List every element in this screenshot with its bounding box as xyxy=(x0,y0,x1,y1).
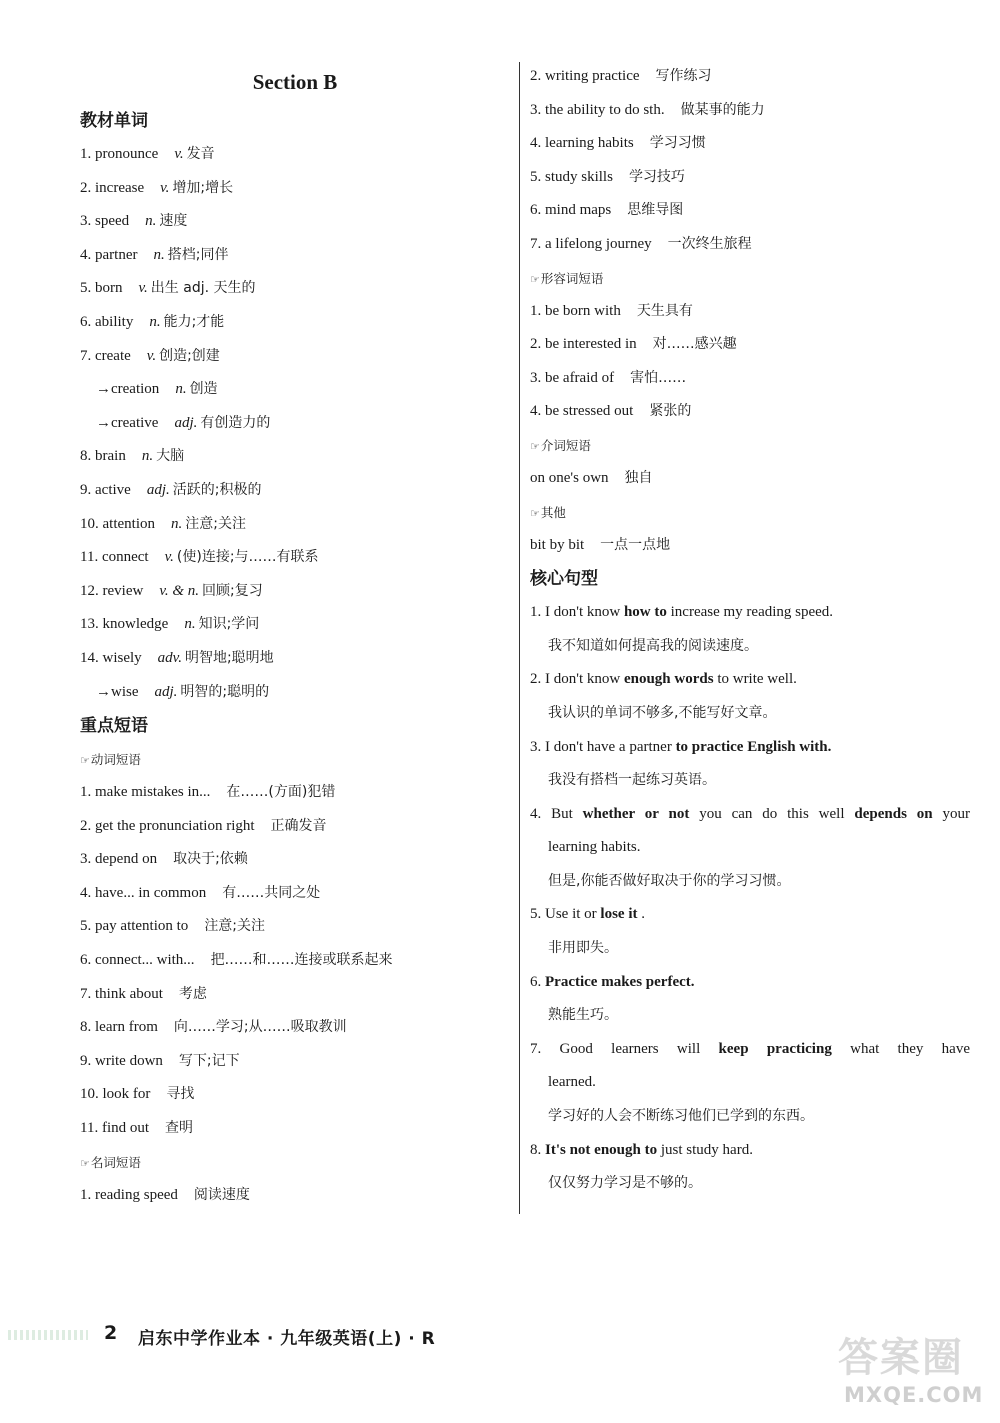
phrase-english: 5. pay attention to xyxy=(80,918,189,935)
vocab-meaning: 明智地;聪明地 xyxy=(184,649,274,666)
phrase-meaning: 写作练习 xyxy=(655,68,712,84)
vocab-word: 8. brain xyxy=(80,448,126,465)
phrase-meaning: 思维导图 xyxy=(627,202,684,219)
other-phrase-list xyxy=(530,529,970,563)
sentence-translation: 熟能生巧。 xyxy=(548,1007,618,1024)
vocab-item xyxy=(80,205,510,239)
vocab-meaning: 回顾;复习 xyxy=(202,582,263,599)
part-of-speech: n. xyxy=(184,616,196,633)
noun-phrase-list xyxy=(80,1179,510,1213)
sentence-8: 8. It's not enough to just study hard. 仅仅努力学习是不够的。 xyxy=(530,1134,970,1201)
phrase-item xyxy=(80,910,510,944)
phrase-item xyxy=(80,1045,510,1079)
phrase-item xyxy=(530,161,970,195)
vocab-item xyxy=(80,239,510,273)
phrase-english: 2. get the pronunciation right xyxy=(80,817,255,834)
phrase-english: 4. be stressed out xyxy=(530,403,634,420)
watermark-logo: 答案圈 xyxy=(838,1335,964,1381)
vocab-word: →creation xyxy=(96,381,160,398)
part-of-speech: adj. xyxy=(174,414,198,431)
adj-phrase-list xyxy=(530,295,970,429)
vocab-meaning: 发音 xyxy=(186,146,215,162)
vocab-item xyxy=(80,138,510,172)
phrase-item xyxy=(80,877,510,911)
phrase-item xyxy=(80,1179,510,1213)
vocab-item xyxy=(80,541,510,575)
phrase-item xyxy=(80,1011,510,1045)
sentence-translation: 仅仅努力学习是不够的。 xyxy=(548,1175,702,1192)
vocab-meaning: 知识;学问 xyxy=(198,616,260,633)
phrase-meaning: 对……感兴趣 xyxy=(652,336,737,353)
phrase-item xyxy=(530,395,970,429)
phrase-item xyxy=(530,127,970,161)
vocab-meaning: 明智的;聪明的 xyxy=(180,683,270,700)
phrase-meaning: 一次终生旅程 xyxy=(667,235,752,252)
phrase-english: 7. a lifelong journey xyxy=(530,235,652,252)
phrase-english: 6. mind maps xyxy=(530,202,612,219)
phrase-english: 2. be interested in xyxy=(530,336,637,353)
phrase-item xyxy=(80,944,510,978)
phrase-meaning: 学习技巧 xyxy=(628,168,685,185)
part-of-speech: v. xyxy=(138,280,148,297)
vocab-word: 6. ability xyxy=(80,313,134,330)
part-of-speech: v. xyxy=(174,146,184,162)
sentence-translation: 我没有搭档一起练习英语。 xyxy=(548,772,716,789)
vocab-meaning: 注意;关注 xyxy=(185,515,246,532)
phrase-english: 4. learning habits xyxy=(530,135,634,152)
part-of-speech: n. xyxy=(153,246,165,263)
vocab-word: 9. active xyxy=(80,481,131,498)
vocab-meaning: 搭档;同伴 xyxy=(167,246,229,263)
phrase-item xyxy=(530,529,970,563)
sentence-heading: 核心句型 xyxy=(530,569,598,590)
phrase-meaning: 寻找 xyxy=(166,1086,195,1103)
column-divider xyxy=(519,62,520,1214)
book-title: 启东中学作业本 · 九年级英语(上) · R xyxy=(138,1329,436,1349)
phrase-item xyxy=(530,94,970,128)
other-phrase-subheading: ☞其他 xyxy=(530,504,566,520)
vocab-word: 12. review xyxy=(80,582,144,599)
part-of-speech: n. xyxy=(145,213,157,230)
pointing-hand-icon: ☞ xyxy=(530,506,540,520)
phrase-english: 5. study skills xyxy=(530,168,613,185)
sentence-translation: 但是,你能否做好取决于你的学习习惯。 xyxy=(548,872,791,889)
vocab-meaning: 创造;创建 xyxy=(159,347,220,364)
phrase-item xyxy=(530,194,970,228)
phrase-meaning: 正确发音 xyxy=(270,817,327,834)
phrase-meaning: 害怕…… xyxy=(630,369,687,386)
vocab-word: 10. attention xyxy=(80,515,155,532)
phrase-meaning: 在……(方面)犯错 xyxy=(226,784,336,801)
vocab-word: 14. wisely xyxy=(80,649,142,666)
pointing-hand-icon: ☞ xyxy=(80,754,90,768)
phrase-meaning: 查明 xyxy=(165,1120,194,1137)
phrase-meaning: 一点一点地 xyxy=(600,536,671,553)
phrase-meaning: 天生具有 xyxy=(636,302,693,319)
vocab-meaning: 出生 adj. 天生的 xyxy=(150,280,256,297)
part-of-speech: adv. xyxy=(157,649,182,666)
phrase-heading: 重点短语 xyxy=(80,716,148,737)
vocab-item xyxy=(80,272,510,306)
vocab-item xyxy=(80,575,510,609)
vocab-meaning: 增加;增长 xyxy=(172,179,234,196)
phrase-item xyxy=(80,843,510,877)
phrase-meaning: 取决于;依赖 xyxy=(173,851,248,868)
vocab-item xyxy=(80,508,510,542)
part-of-speech: n. xyxy=(175,381,187,398)
vocab-item xyxy=(80,676,510,710)
vocab-word: 3. speed xyxy=(80,213,130,230)
phrase-item xyxy=(80,1112,510,1146)
phrase-english: 8. learn from xyxy=(80,1019,158,1036)
phrase-item xyxy=(80,776,510,810)
adj-phrase-subheading: ☞形容词短语 xyxy=(530,270,604,286)
footer-decoration xyxy=(8,1330,88,1340)
vocab-word: →creative xyxy=(96,414,159,431)
sentence-translation: 学习好的人会不断练习他们已学到的东西。 xyxy=(548,1108,814,1125)
phrase-english: 10. look for xyxy=(80,1086,151,1103)
phrase-english: 7. think about xyxy=(80,985,163,1002)
phrase-english: bit by bit xyxy=(530,536,585,553)
phrase-item xyxy=(80,810,510,844)
part-of-speech: adj. xyxy=(154,683,178,700)
phrase-item xyxy=(530,362,970,396)
phrase-english: 1. reading speed xyxy=(80,1186,178,1203)
left-column xyxy=(80,60,510,1212)
phrase-meaning: 向……学习;从……吸取教训 xyxy=(173,1019,347,1036)
vocab-word: →wise xyxy=(96,683,139,700)
vocab-word: 13. knowledge xyxy=(80,616,169,633)
sentence-4: 4. But whether or not you can do this well depends on your learning habits. 但是,你能否做好取决于你的学习习惯。 xyxy=(530,798,970,899)
phrase-english: 3. be afraid of xyxy=(530,369,615,386)
section-title: Section B xyxy=(252,70,338,94)
sentence-1: 1. I don't know how to increase my reading speed. 我不知道如何提高我的阅读速度。 xyxy=(530,596,970,663)
vocab-item xyxy=(80,172,510,206)
sentence-6: 6. Practice makes perfect. 熟能生巧。 xyxy=(530,966,970,1033)
vocab-meaning: 创造 xyxy=(189,381,218,398)
sentence-5: 5. Use it or lose it . 非用即失。 xyxy=(530,898,970,965)
page-number: 2 xyxy=(104,1322,118,1344)
vocab-item xyxy=(80,340,510,374)
sentence-2: 2. I don't know enough words to write well. 我认识的单词不够多,不能写好文章。 xyxy=(530,663,970,730)
part-of-speech: adj. xyxy=(146,481,170,498)
vocab-item xyxy=(80,373,510,407)
sentence-7: 7. Good learners will keep practicing what they have learned. 学习好的人会不断练习他们已学到的东西。 xyxy=(530,1033,970,1134)
phrase-english: 4. have... in common xyxy=(80,884,207,901)
vocab-item xyxy=(80,306,510,340)
vocab-item xyxy=(80,474,510,508)
vocab-word: 5. born xyxy=(80,280,123,297)
phrase-meaning: 有……共同之处 xyxy=(222,884,321,901)
vocab-meaning: 活跃的;积极的 xyxy=(172,481,262,498)
vocab-meaning: 有创造力的 xyxy=(200,414,271,431)
part-of-speech: n. xyxy=(141,448,154,465)
right-column xyxy=(530,60,970,1201)
pointing-hand-icon: ☞ xyxy=(530,439,540,453)
phrase-meaning: 紧张的 xyxy=(649,403,692,420)
vocab-meaning: 速度 xyxy=(159,213,188,230)
vocab-item xyxy=(80,407,510,441)
phrase-meaning: 阅读速度 xyxy=(193,1186,250,1203)
phrase-english: 1. make mistakes in... xyxy=(80,784,211,801)
vocab-word: 7. create xyxy=(80,347,131,364)
phrase-english: 9. write down xyxy=(80,1052,163,1069)
phrase-meaning: 把……和……连接或联系起来 xyxy=(210,952,393,969)
phrase-meaning: 注意;关注 xyxy=(204,918,266,935)
noun-phrase-list-continued xyxy=(530,60,970,262)
part-of-speech: n. xyxy=(149,313,161,330)
prep-phrase-list xyxy=(530,462,970,496)
sentence-3: 3. I don't have a partner to practice English with. 我没有搭档一起练习英语。 xyxy=(530,731,970,798)
phrase-english: 6. connect... with... xyxy=(80,952,195,969)
phrase-meaning: 独自 xyxy=(624,469,653,486)
phrase-meaning: 学习习惯 xyxy=(649,135,706,152)
pointing-hand-icon: ☞ xyxy=(80,1156,90,1170)
vocab-word: 11. connect xyxy=(80,549,149,566)
vocab-item xyxy=(80,642,510,676)
phrase-item xyxy=(530,228,970,262)
phrase-english: 3. the ability to do sth. xyxy=(530,101,665,118)
sentence-translation: 我认识的单词不够多,不能写好文章。 xyxy=(548,704,777,721)
vocab-heading: 教材单词 xyxy=(80,111,148,131)
phrase-english: 3. depend on xyxy=(80,851,158,868)
verb-phrase-list xyxy=(80,776,510,1146)
pointing-hand-icon: ☞ xyxy=(530,272,540,286)
phrase-english: 11. find out xyxy=(80,1120,150,1137)
watermark-url: MXQE.COM xyxy=(844,1383,984,1407)
phrase-meaning: 做某事的能力 xyxy=(680,101,765,118)
phrase-item xyxy=(80,1078,510,1112)
vocab-word: 2. increase xyxy=(80,179,145,196)
phrase-meaning: 考虑 xyxy=(178,985,207,1002)
vocab-word: 4. partner xyxy=(80,246,138,263)
vocab-meaning: (使)连接;与……有联系 xyxy=(176,549,319,566)
watermark xyxy=(838,1334,986,1414)
vocab-list xyxy=(80,138,510,709)
verb-phrase-subheading: ☞动词短语 xyxy=(80,752,141,768)
prep-phrase-subheading: ☞介词短语 xyxy=(530,437,591,453)
part-of-speech: n. xyxy=(171,515,183,532)
phrase-english: 1. be born with xyxy=(530,302,621,319)
phrase-item xyxy=(530,295,970,329)
vocab-meaning: 能力;才能 xyxy=(163,313,225,330)
vocab-item xyxy=(80,608,510,642)
phrase-english: 2. writing practice xyxy=(530,68,640,84)
phrase-english: on one's own xyxy=(530,469,609,486)
part-of-speech: v. & n. xyxy=(159,582,200,599)
vocab-meaning: 大脑 xyxy=(156,448,185,465)
vocab-word: 1. pronounce xyxy=(80,146,159,162)
part-of-speech: v. xyxy=(160,179,170,196)
phrase-item xyxy=(530,60,970,94)
part-of-speech: v. xyxy=(146,347,157,364)
sentence-translation: 我不知道如何提高我的阅读速度。 xyxy=(548,637,758,654)
sentence-translation: 非用即失。 xyxy=(548,940,618,957)
phrase-meaning: 写下;记下 xyxy=(178,1052,240,1069)
phrase-item xyxy=(80,978,510,1012)
phrase-item xyxy=(530,328,970,362)
phrase-item xyxy=(530,462,970,496)
noun-phrase-subheading: ☞名词短语 xyxy=(80,1154,141,1170)
part-of-speech: v. xyxy=(164,549,174,566)
vocab-item xyxy=(80,440,510,474)
